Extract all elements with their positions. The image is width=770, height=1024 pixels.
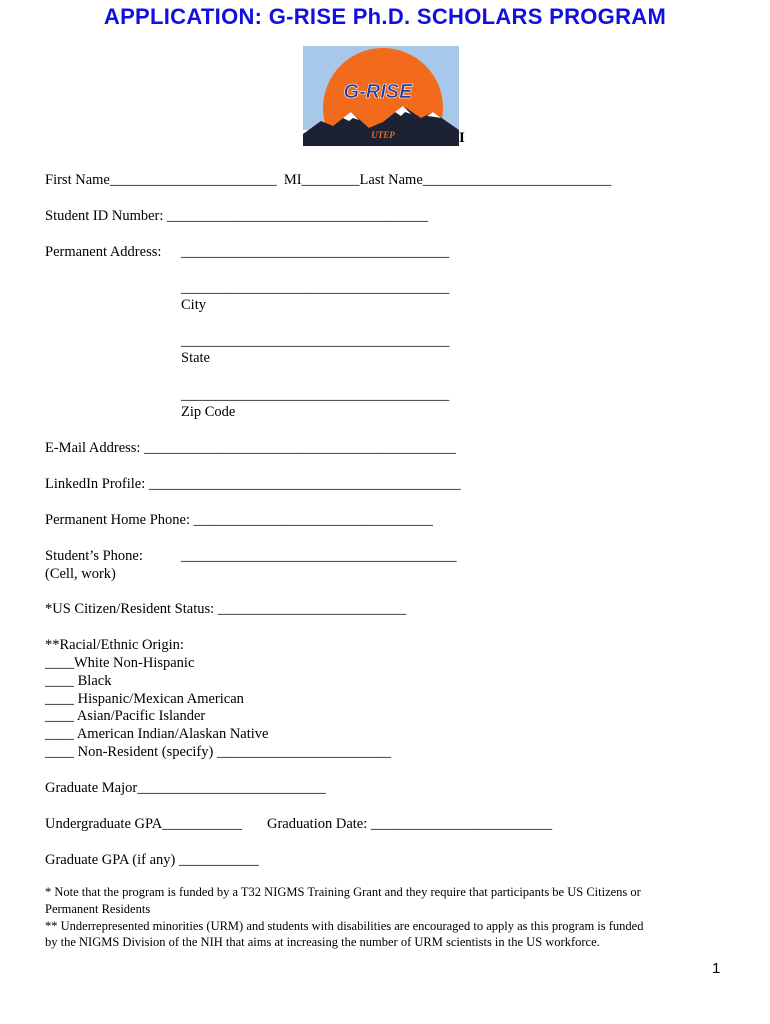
citizen-status-field[interactable]: *US Citizen/Resident Status: __________________________ <box>45 601 407 617</box>
ethnic-option[interactable]: ____ American Indian/Alaskan Native <box>45 726 269 742</box>
logo-mark: I <box>459 130 465 146</box>
ethnic-origin-label: **Racial/Ethnic Origin: <box>45 637 184 653</box>
ethnic-option[interactable]: ____White Non-Hispanic <box>45 655 195 671</box>
note-line: * Note that the program is funded by a T32 NIGMS Training Grant and they require that participants be US Citizens or <box>45 885 641 899</box>
g-rise-logo <box>303 46 459 146</box>
state-label: State <box>181 350 210 366</box>
ethnic-option[interactable]: ____ Black <box>45 673 112 689</box>
permanent-address-label: Permanent Address: <box>45 244 162 260</box>
logo-text: G-RISE <box>343 81 413 103</box>
state-line[interactable]: _____________________________________ <box>181 333 450 349</box>
ethnic-option[interactable]: ____ Asian/Pacific Islander <box>45 708 206 724</box>
student-phone-line[interactable]: ______________________________________ <box>181 548 457 564</box>
student-phone-label: Student’s Phone: <box>45 548 143 564</box>
zip-line[interactable]: _____________________________________ <box>181 387 450 403</box>
student-id-field[interactable]: Student ID Number: ____________________________________ <box>45 208 429 224</box>
zip-label: Zip Code <box>181 404 236 420</box>
city-line[interactable]: _____________________________________ <box>181 280 450 296</box>
city-label: City <box>181 297 206 313</box>
address-line[interactable]: _____________________________________ <box>181 244 450 260</box>
linkedin-field[interactable]: LinkedIn Profile: ___________________________________________ <box>45 476 461 492</box>
graduation-date-field[interactable]: Graduation Date: _________________________ <box>267 816 553 832</box>
page-title: APPLICATION: G-RISE Ph.D. SCHOLARS PROGRAM <box>103 4 667 29</box>
graduate-major-field[interactable]: Graduate Major__________________________ <box>45 780 326 796</box>
student-phone-sub: (Cell, work) <box>45 566 116 582</box>
ethnic-option[interactable]: ____ Hispanic/Mexican American <box>45 691 244 707</box>
graduate-gpa-field[interactable]: Graduate GPA (if any) ___________ <box>45 852 259 868</box>
home-phone-field[interactable]: Permanent Home Phone: _________________________________ <box>45 512 433 528</box>
page-number: 1 <box>712 960 721 977</box>
ethnic-option[interactable]: ____ Non-Resident (specify) ________________________ <box>45 744 391 760</box>
note-line: by the NIGMS Division of the NIH that aims at increasing the number of URM scientists in the US workforce. <box>45 935 600 949</box>
name-field-line[interactable]: First Name_______________________ MI________Last Name__________________________ <box>45 172 612 188</box>
logo-badge: UTEP <box>371 130 395 140</box>
note-line: ** Underrepresented minorities (URM) and students with disabilities are encouraged to apply as this program is funded <box>45 919 644 933</box>
email-field[interactable]: E-Mail Address: ___________________________________________ <box>45 440 456 456</box>
note-line: Permanent Residents <box>45 902 151 916</box>
undergrad-gpa-field[interactable]: Undergraduate GPA___________ <box>45 816 242 832</box>
